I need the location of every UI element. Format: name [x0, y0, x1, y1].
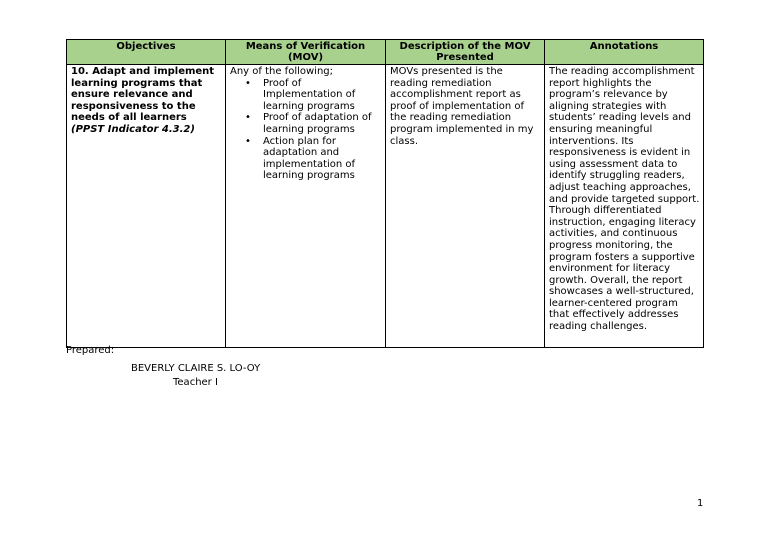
header-means-of-verification: Means of Verification (MOV) — [226, 40, 386, 65]
annotation-cell: The reading accomplishment report highlights the program’s relevance by aligning strategies with students’ reading levels and ensuring meaningful interventions. Its responsiveness is evident in using assessment data to identify struggling readers, adjust teaching approaches, and provide targeted support. Through differentiated instruction, engaging literacy activities, and continuous progress monitoring, the program fosters a supportive environment for literacy growth. Overall, the report showcases a well-structured, learner-centered program that effectively addresses reading challenges. — [545, 65, 704, 348]
header-objectives: Objectives — [67, 40, 226, 65]
mov-cell — [226, 65, 386, 348]
objective-cell — [67, 65, 226, 348]
header-annotations: Annotations — [545, 40, 704, 65]
mov-list — [230, 78, 382, 182]
signatory-name: BEVERLY CLAIRE S. LO-OY — [131, 363, 261, 374]
description-cell: MOVs presented is the reading remediation accomplishment report as proof of implementation of the reading remediation program implemented in my class. — [386, 65, 545, 348]
mov-list-item: • Action plan for adaptation and implementation of learning programs — [263, 136, 382, 182]
objective-title: 10. Adapt and implement learning programs that ensure relevance and responsiveness to the needs of all learners — [71, 66, 215, 124]
header-description: Description of the MOV Presented — [386, 40, 545, 65]
objective-indicator: (PPST Indicator 4.3.2) — [71, 123, 195, 135]
table-row — [67, 65, 704, 348]
page-number: 1 — [697, 498, 704, 509]
signatory-position: Teacher I — [173, 377, 218, 388]
mov-table — [66, 39, 704, 348]
mov-list-item: • Proof of Implementation of learning programs — [263, 78, 382, 113]
table-header-row — [67, 40, 704, 65]
mov-intro: Any of the following; — [230, 66, 334, 77]
mov-list-item: • Proof of adaptation of learning programs — [263, 112, 382, 135]
prepared-label: Prepared: — [66, 345, 115, 356]
